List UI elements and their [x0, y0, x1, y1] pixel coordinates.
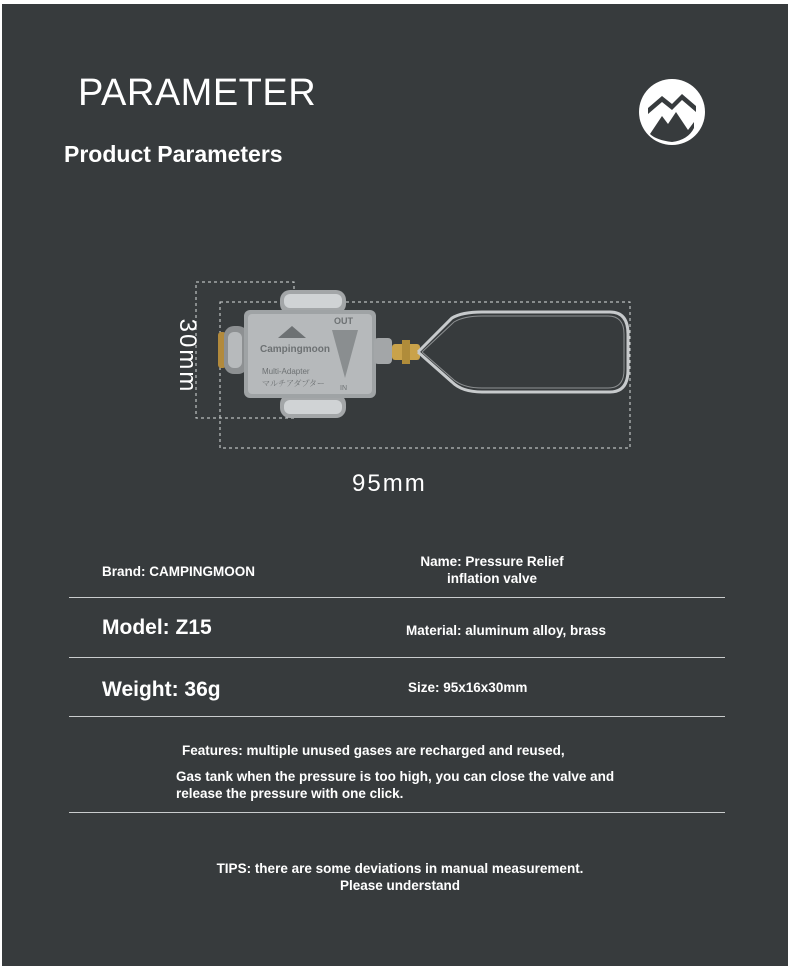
features-line2: Gas tank when the pressure is too high, you can close the valve and — [176, 769, 615, 784]
parameter-page — [2, 4, 788, 966]
spec-material: Material: aluminum alloy, brass — [406, 623, 607, 638]
page-subtitle: Product Parameters — [64, 141, 283, 167]
tips-line1: TIPS: there are some deviations in manual measurement. — [216, 861, 584, 876]
tips-line2: Please understand — [339, 878, 461, 893]
body-jp-text: マルチアダプター — [262, 379, 325, 388]
spec-weight: Weight: 36g — [102, 678, 221, 701]
dimension-width-label: 95mm — [352, 470, 427, 497]
spec-brand: Brand: CAMPINGMOON — [102, 564, 255, 579]
mountain-logo-icon — [638, 78, 706, 146]
spec-name-line2: inflation valve — [446, 571, 538, 586]
page-title: PARAMETER — [78, 72, 317, 114]
product-image — [152, 274, 652, 464]
body-brand-text: Campingmoon — [260, 344, 330, 355]
spec-name-line1: Name: Pressure Relief — [420, 554, 564, 569]
divider-3 — [69, 716, 725, 717]
features-line3: release the pressure with one click. — [176, 786, 404, 801]
dimension-height-label: 30mm — [174, 318, 201, 394]
divider-1 — [69, 597, 725, 598]
body-in-text: IN — [340, 385, 347, 392]
divider-4 — [69, 812, 725, 813]
body-out-text: OUT — [334, 316, 353, 326]
divider-2 — [69, 657, 725, 658]
body-label-text: Multi-Adapter — [262, 367, 310, 376]
features-line1: Features: multiple unused gases are recharged and reused, — [182, 743, 565, 758]
spec-size: Size: 95x16x30mm — [408, 680, 528, 695]
spec-model: Model: Z15 — [102, 616, 212, 639]
